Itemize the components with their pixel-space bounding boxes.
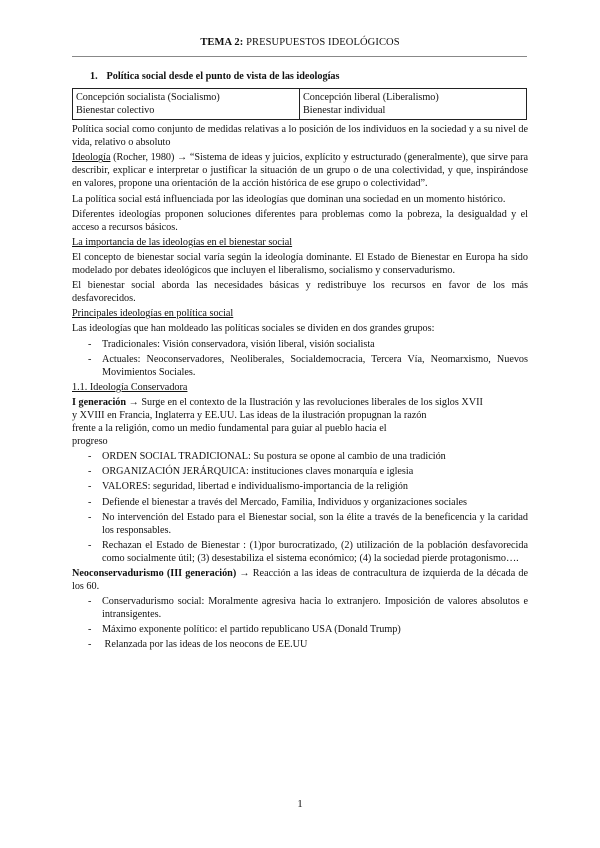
list-item: - VALORES: seguridad, libertad e individualismo-importancia de la religión [72, 480, 528, 493]
neo-paragraph [72, 567, 528, 593]
list-item: - Defiende el bienestar a través del Mercado, Familia, Individuos y organizaciones sociales [72, 496, 528, 509]
list-item: - Actuales: Neoconservadores, Neoliberales, Socialdemocracia, Tercera Vía, Neomarxismo, Nuevos Movimientos Sociales. [72, 353, 528, 379]
principales-list [72, 338, 528, 379]
tema-title: PRESUPUESTOS IDEOLÓGICOS [246, 37, 400, 48]
section-title: Política social desde el punto de vista de las ideologías [106, 71, 340, 82]
cell-line: Concepción liberal (Liberalismo) [303, 92, 439, 104]
importancia-heading: La importancia de las ideologías en el bienestar social [72, 236, 293, 248]
section-heading [90, 70, 528, 83]
tema-label: TEMA 2: [200, 37, 244, 48]
conservadora-list [72, 450, 528, 565]
neo-label: Neoconservadurismo (III generación) [72, 568, 237, 579]
list-item: - Relanzada por las ideas de los neocons de EE.UU [72, 638, 528, 651]
ideologia-term: Ideología [72, 152, 111, 164]
table-row [73, 89, 527, 120]
importancia-paragraph-2: El bienestar social aborda las necesidades básicas y redistribuye los recursos en favor de los más desfavorecidos. [72, 280, 528, 305]
comparison-table [72, 88, 527, 120]
intro-paragraph: Política social como conjunto de medidas relativas a lo posición de los individuos en la sociedad y a su nivel de vida, relativo o absoluto [72, 124, 528, 149]
generacion-line-2: y XVIII en Francia, Inglaterra y EE.UU. Las ideas de la ilustración propugnan la razón [72, 409, 427, 421]
principales-heading: Principales ideologías en política social [72, 308, 234, 320]
generacion-line-1 [72, 396, 528, 409]
document-body [72, 70, 528, 654]
list-item: - Máximo exponente político: el partido republicano USA (Donald Trump) [72, 623, 528, 636]
list-item: - Rechazan el Estado de Bienestar : (1)por burocratizado, (2) utilización de la población desfavorecida como socialmente útil; (3) desestabiliza el sistema económico; (4) la sociedad pierde protagonismo…. [72, 539, 528, 565]
generacion-label: I generación [72, 396, 127, 408]
generacion-line-3: frente a la religión, como un medio fundamental para guiar al pueblo hacia el [72, 423, 387, 435]
page-number: 1 [297, 798, 303, 810]
neo-list [72, 595, 528, 651]
ideologia-definition: (Rocher, 1980) → “Sistema de ideas y juicios, explícito y estructurado (generalmente), que sirve para describir, explicar e interpretar o justificar la situación de un grupo o de una colectividad, y que, inspirándose en valores, propone una orientación de la acción histórica de ese grupo o colectividad”. [72, 152, 528, 190]
table-cell-socialismo [73, 89, 300, 120]
influenciada-paragraph: La política social está influenciada por las ideologías que dominan una sociedad en un momento histórico. [72, 193, 506, 205]
importancia-paragraph-1: El concepto de bienestar social varía según la ideología dominante. El Estado de Bienestar en Europa ha sido modelado por debates ideológicos que incluyen el liberalismo, socialismo y conservadurismo. [72, 251, 528, 277]
generacion-line-4: progreso [72, 436, 108, 448]
generacion-text: → Surge en el contexto de la Ilustración y las revoluciones liberales de los siglos XVII [126, 396, 483, 408]
diferentes-paragraph: Diferentes ideologías proponen soluciones diferentes para problemas como la pobreza, la desigualdad y el acceso a recursos básicos. [72, 208, 528, 233]
table-cell-liberalismo [300, 89, 527, 120]
ideologia-paragraph [72, 151, 528, 190]
list-item: - ORDEN SOCIAL TRADICIONAL: Su postura se opone al cambio de una tradición [72, 450, 528, 463]
cell-line: Concepción socialista (Socialismo) [76, 92, 220, 104]
cell-line: Bienestar colectivo [76, 105, 155, 117]
neo-text: → Reacción a las ideas de contracultura de izquierda de la década de los 60. [72, 568, 528, 593]
section-number: 1. [90, 71, 98, 82]
list-item: - Tradicionales: Visión conservadora, visión liberal, visión socialista [72, 338, 528, 351]
header-divider [72, 56, 527, 57]
list-item: - ORGANIZACIÓN JERÁRQUICA: instituciones claves monarquía e iglesia [72, 465, 528, 478]
principales-intro: Las ideologías que han moldeado las políticas sociales se dividen en dos grandes grupos: [72, 323, 435, 335]
page-header [0, 37, 600, 48]
list-item: - No intervención del Estado para el Bienestar social, son la élite a través de la beneficencia y la caridad los responsables. [72, 511, 528, 537]
conservadora-heading: 1.1. Ideología Conservadora [72, 381, 188, 393]
list-item: - Conservadurismo social: Moralmente agresiva hacia lo extranjero. Imposición de valores absolutos e intransigentes. [72, 595, 528, 621]
cell-line: Bienestar individual [303, 105, 386, 117]
generacion-block [72, 396, 528, 448]
